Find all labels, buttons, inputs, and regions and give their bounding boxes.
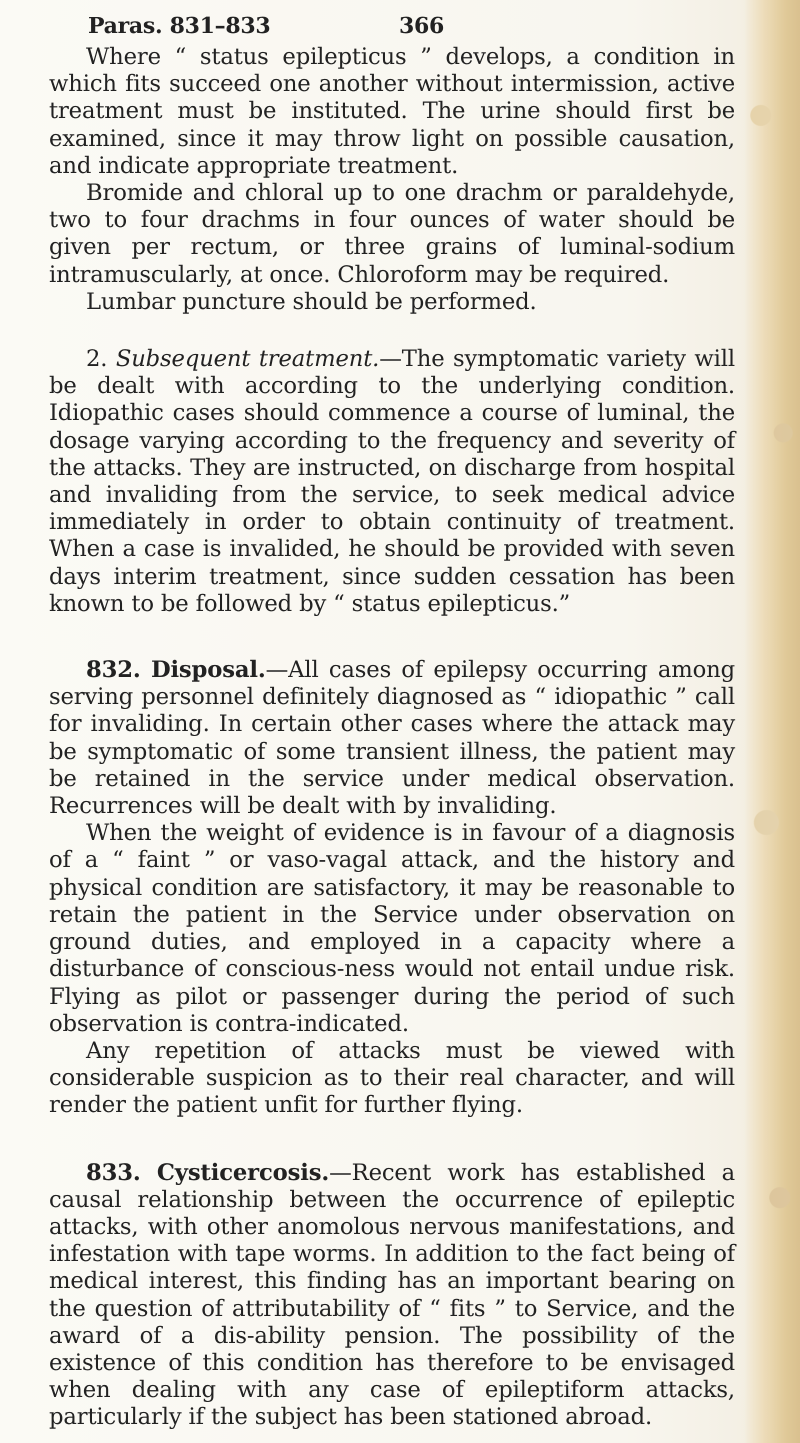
cysticercosis-body: —Recent work has established a causal relationship between the occurrence of epileptic attacks, with other anomolous nervous manifestations, and infestation with tape worms. In addition to the fact being of medical interest, this finding has an important bearing on the question of attributability of “ fits ” to Service, and the award of a dis-ability pension. The possibility of the existence of this condition has therefore to be envisaged when dealing with any case of epileptiform attacks, particularly if the subject has been stationed abroad. <box>49 1159 735 1431</box>
faint-observation-paragraph: When the weight of evidence is in favour of a diagnosis of a “ faint ” or vaso-vagal attack, and the history and physical condition are satisfactory, it may be reasonable to retain the patient in the Service under observation on ground duties, and employed in a capacity where a disturbance of conscious-ness would not entail undue risk. Flying as pilot or passenger during the period of such observation is contra-indicated. <box>49 820 735 1037</box>
disposal-title: Disposal. <box>150 657 266 684</box>
subsequent-treatment-section <box>49 346 735 618</box>
status-epilepticus-paragraph: Where “ status epilepticus ” develops, a condition in which fits succeed one another without intermission, active treatment must be instituted. The urine should first be examined, since it may throw light on possible causation, and indicate appropriate treatment. <box>49 44 735 179</box>
cysticercosis-title: Cysticercosis. <box>156 1159 330 1186</box>
cysticercosis-number: 833. <box>86 1159 141 1186</box>
disposal-body: —All cases of epilepsy occurring among serving personnel definitely diagnosed as “ idiopathic ” call for invaliding. In certain other cases where the attack may be symptomatic of some transient illness, the patient may be retained in the service under medical observation. Recurrences will be dealt with by invaliding. <box>49 657 736 820</box>
cysticercosis-section <box>49 1160 735 1432</box>
subsequent-number: 2. <box>86 346 108 373</box>
document-text <box>49 13 735 1432</box>
page-number: 366 <box>399 13 445 39</box>
lumbar-puncture-paragraph: Lumbar puncture should be performed. <box>86 288 537 315</box>
repetition-paragraph: Any repetition of attacks must be viewed with considerable suspicion as to their real character, and will render the patient unfit for further flying. <box>49 1037 735 1119</box>
disposal-section <box>49 657 735 820</box>
page-header <box>49 13 735 41</box>
paragraph-range: Paras. 831–833 <box>88 13 271 39</box>
subsequent-title: Subsequent treatment. <box>115 346 380 373</box>
immediate-treatment-paragraph: Bromide and chloral up to one drachm or paraldehyde, two to four drachms in four ounces of water should be given per rectum, or three grains of luminal-sodium intramuscularly, at once. Chloroform may be required. <box>49 180 735 288</box>
subsequent-body: —The symptomatic variety will be dealt with according to the underlying condition. Idiopathic cases should commence a course of luminal, the dosage varying according to the frequency and severity of the attacks. They are instructed, on discharge from hospital and invaliding from the service, to seek medical advice immediately in order to obtain continuity of treatment. When a case is invalided, he should be provided with seven days interim treatment, since sudden cessation has been known to be followed by “ status epilepticus.” <box>49 346 735 617</box>
disposal-number: 832. <box>86 657 141 684</box>
paper-edge <box>744 0 800 1443</box>
